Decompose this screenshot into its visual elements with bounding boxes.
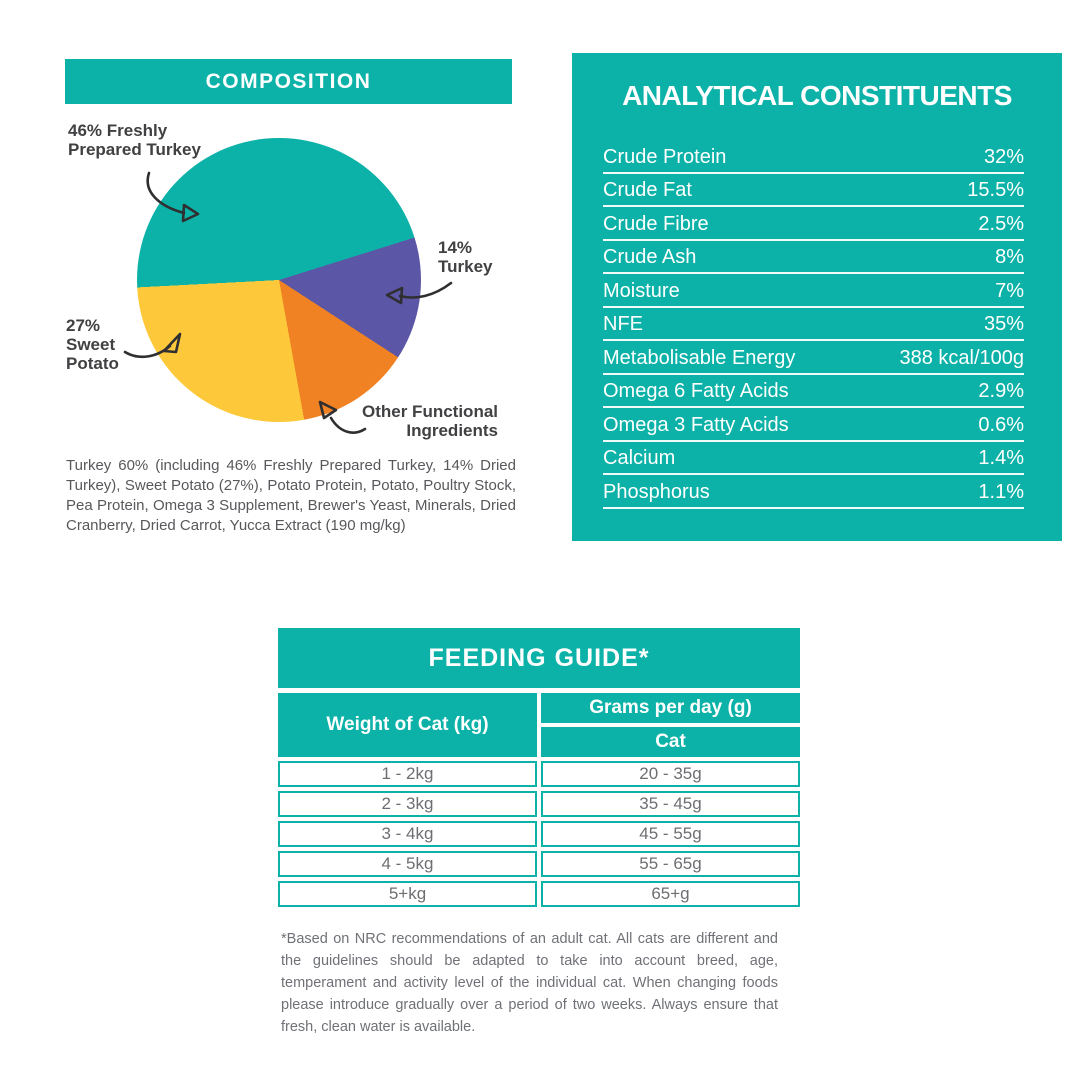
analytical-title: ANALYTICAL CONSTITUENTS	[622, 80, 1012, 111]
table-cell-weight: 5+kg	[278, 881, 537, 907]
table-cell-weight: 3 - 4kg	[278, 821, 537, 847]
feeding-guide-footnote: *Based on NRC recommendations of an adult cat. All cats are different and the guidelines should be adapted to take into account breed, age, temperament and activity level of the individual cat. When changing foods please introduce gradually over a period of two weeks. Always ensure that fresh, clean water is available.	[281, 931, 778, 1035]
analytical-constituents-panel	[572, 53, 1062, 541]
ingredients-paragraph: Turkey 60% (including 46% Freshly Prepared Turkey, 14% Dried Turkey), Sweet Potato (27%), Potato Protein, Potato, Poultry Stock, Pea Protein, Omega 3 Supplement, Brewer's Yeast, Minerals, Dried Cranberry, Dried Carrot, Yucca Extract (190 mg/kg)	[66, 457, 516, 534]
feeding-guide-table	[278, 693, 800, 907]
table-cell-grams: 35 - 45g	[541, 791, 800, 817]
table-row: Moisture 7%	[603, 274, 1024, 308]
table-row: Metabolisable Energy 388 kcal/100g	[603, 341, 1024, 375]
pie-label-sweet-potato: 27% Sweet Potato	[66, 316, 119, 373]
table-row: Phosphorus 1.1%	[603, 475, 1024, 509]
table-row: Crude Ash 8%	[603, 241, 1024, 275]
table-cell-grams: 20 - 35g	[541, 761, 800, 787]
table-cell-weight: 2 - 3kg	[278, 791, 537, 817]
arrow-to-dried-turkey-icon	[382, 274, 458, 308]
table-row: Calcium 1.4%	[603, 442, 1024, 476]
table-cell-grams: 55 - 65g	[541, 851, 800, 877]
pie-label-dried-turkey: 14% Turkey	[438, 238, 493, 276]
composition-title: COMPOSITION	[205, 69, 372, 93]
table-row: Crude Fat 15.5%	[603, 174, 1024, 208]
analytical-rows	[603, 140, 1024, 509]
table-cell-weight: 1 - 2kg	[278, 761, 537, 787]
column-subheader-cat: Cat	[541, 727, 800, 757]
arrow-to-other-ingredients-icon	[314, 396, 372, 438]
table-row: Omega 3 Fatty Acids 0.6%	[603, 408, 1024, 442]
table-cell-grams: 65+g	[541, 881, 800, 907]
pie-label-fresh-turkey: 46% Freshly Prepared Turkey	[68, 121, 201, 159]
table-cell-grams: 45 - 55g	[541, 821, 800, 847]
table-row: Omega 6 Fatty Acids 2.9%	[603, 375, 1024, 409]
column-header-weight: Weight of Cat (kg)	[278, 693, 537, 757]
feeding-guide-title: FEEDING GUIDE*	[428, 643, 650, 672]
column-header-grams: Grams per day (g)	[541, 693, 800, 723]
arrow-to-sweet-potato-icon	[118, 324, 194, 362]
pie-label-other-ingredients: Other Functional Ingredients	[362, 402, 498, 440]
feeding-guide-banner	[278, 628, 800, 688]
table-cell-weight: 4 - 5kg	[278, 851, 537, 877]
table-row: NFE 35%	[603, 308, 1024, 342]
arrow-to-fresh-turkey-icon	[140, 166, 212, 226]
table-row: Crude Protein 32%	[603, 140, 1024, 174]
table-row: Crude Fibre 2.5%	[603, 207, 1024, 241]
composition-banner	[65, 59, 512, 104]
